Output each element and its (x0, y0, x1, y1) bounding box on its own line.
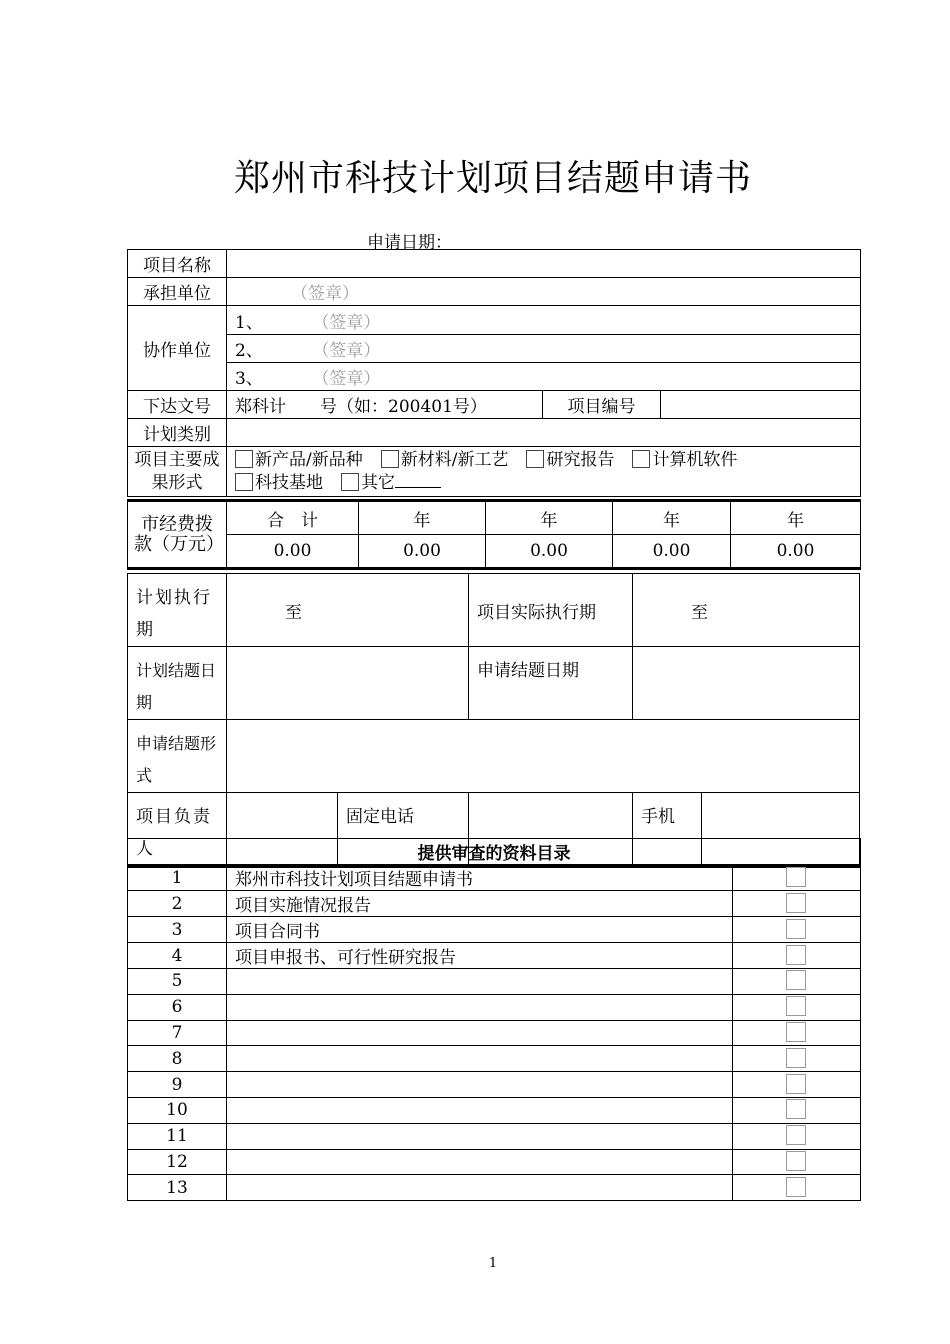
material-checkbox[interactable] (786, 945, 806, 965)
schedule-table (127, 573, 860, 868)
material-name (227, 1020, 733, 1046)
material-no: 8 (128, 1046, 227, 1072)
main-results-options (227, 447, 861, 497)
plan-period-label: 计划执行期 (128, 574, 227, 647)
seal-hint: （签章） (320, 341, 381, 361)
material-checkbox[interactable] (786, 996, 806, 1016)
issue-doc-field[interactable]: 郑科计 号（如：200401号） (227, 391, 543, 419)
table-row (128, 865, 861, 891)
option-research-report: 研究报告 (546, 449, 615, 470)
funding-header-year-4: 年 (731, 501, 861, 535)
leader-label: 项目负责人 (128, 793, 227, 867)
table-row (128, 1149, 861, 1175)
project-name-field[interactable] (227, 250, 861, 278)
actual-period-label: 项目实际执行期 (469, 574, 633, 647)
material-check-cell (733, 943, 861, 969)
material-check-cell (733, 1175, 861, 1201)
material-no: 6 (128, 994, 227, 1020)
project-name-label: 项目名称 (128, 250, 227, 278)
apply-date-label: 申请日期： (367, 233, 452, 253)
table-row (128, 969, 861, 995)
funding-header-year-3: 年 (613, 501, 731, 535)
project-no-label: 项目编号 (543, 391, 661, 419)
material-no: 4 (128, 943, 227, 969)
material-checkbox[interactable] (786, 867, 806, 887)
material-check-cell (733, 994, 861, 1020)
seal-hint: （签章） (291, 284, 359, 304)
funding-value-year-1[interactable]: 0.00 (359, 535, 486, 569)
plan-close-date-label: 计划结题日期 (128, 647, 227, 720)
cooperator-field-3[interactable] (227, 363, 861, 391)
material-no: 7 (128, 1020, 227, 1046)
plan-category-label: 计划类别 (128, 419, 227, 447)
option-tech-base: 科技基地 (255, 472, 323, 493)
material-checkbox[interactable] (786, 1099, 806, 1119)
material-check-cell (733, 1072, 861, 1098)
material-no: 1 (128, 865, 227, 891)
funding-value-total[interactable]: 0.00 (227, 535, 359, 569)
materials-table (127, 838, 861, 1201)
undertaker-label: 承担单位 (128, 278, 227, 306)
coop-index-2: 2、 (235, 341, 263, 361)
plan-period-field[interactable] (227, 574, 469, 647)
phone-label: 固定电话 (338, 793, 469, 867)
checkbox-tech-base[interactable] (235, 473, 253, 491)
checkbox-new-product[interactable] (235, 450, 253, 468)
checkbox-software[interactable] (632, 450, 650, 468)
material-name: 郑州市科技计划项目结题申请书 (227, 865, 733, 891)
material-checkbox[interactable] (786, 1048, 806, 1068)
table-row (128, 994, 861, 1020)
cooperator-field-1[interactable] (227, 306, 861, 335)
table-row (128, 891, 861, 917)
material-checkbox[interactable] (786, 970, 806, 990)
table-row (128, 1046, 861, 1072)
material-no: 9 (128, 1072, 227, 1098)
option-new-product: 新产品/新品种 (255, 449, 363, 470)
material-no: 11 (128, 1123, 227, 1149)
material-name (227, 969, 733, 995)
material-check-cell (733, 1097, 861, 1123)
table-row (128, 917, 861, 943)
material-check-cell (733, 1020, 861, 1046)
table-row (128, 943, 861, 969)
cooperator-label: 协作单位 (128, 306, 227, 391)
actual-period-field[interactable] (633, 574, 860, 647)
table-row (128, 1072, 861, 1098)
undertaker-field[interactable] (227, 278, 861, 306)
material-name: 项目实施情况报告 (227, 891, 733, 917)
material-name (227, 1046, 733, 1072)
apply-close-form-field[interactable] (227, 720, 860, 793)
table-row (128, 1097, 861, 1123)
mobile-label: 手机 (633, 793, 702, 867)
material-name: 项目合同书 (227, 917, 733, 943)
main-results-label: 项目主要成果形式 (128, 447, 227, 497)
material-name (227, 1149, 733, 1175)
material-no: 5 (128, 969, 227, 995)
material-no: 3 (128, 917, 227, 943)
table-row (128, 1123, 861, 1149)
material-name (227, 1072, 733, 1098)
table-row (128, 1175, 861, 1201)
material-name (227, 1097, 733, 1123)
coop-index-3: 3、 (235, 369, 263, 389)
material-checkbox[interactable] (786, 893, 806, 913)
material-check-cell (733, 1149, 861, 1175)
checkbox-other[interactable] (341, 473, 359, 491)
material-check-cell (733, 1046, 861, 1072)
funding-value-year-3[interactable]: 0.00 (613, 535, 731, 569)
material-checkbox[interactable] (786, 1125, 806, 1145)
to-label: 至 (285, 602, 302, 623)
apply-close-date-label: 申请结题日期 (469, 647, 633, 720)
material-check-cell (733, 917, 861, 943)
plan-close-date-field[interactable] (227, 647, 469, 720)
plan-category-field[interactable] (227, 419, 861, 447)
funding-table (127, 499, 861, 570)
funding-value-year-4[interactable]: 0.00 (731, 535, 861, 569)
material-no: 10 (128, 1097, 227, 1123)
to-label: 至 (691, 602, 708, 623)
material-check-cell (733, 1123, 861, 1149)
other-blank-line[interactable] (395, 473, 441, 488)
funding-label: 市经费拨款（万元） (128, 501, 227, 569)
material-no: 13 (128, 1175, 227, 1201)
funding-header-year-2: 年 (486, 501, 613, 535)
material-name (227, 1175, 733, 1201)
checkbox-research-report[interactable] (526, 450, 544, 468)
material-check-cell (733, 865, 861, 891)
coop-index-1: 1、 (235, 312, 263, 333)
page-title: 郑州市科技计划项目结题申请书 (233, 158, 752, 199)
material-check-cell (733, 891, 861, 917)
page-number: 1 (488, 1256, 498, 1271)
material-name: 项目申报书、可行性研究报告 (227, 943, 733, 969)
apply-close-form-label: 申请结题形式 (128, 720, 227, 793)
option-other: 其它 (361, 472, 395, 493)
checkbox-new-material[interactable] (381, 450, 399, 468)
funding-header-year-1: 年 (359, 501, 486, 535)
material-checkbox[interactable] (786, 1151, 806, 1171)
funding-value-year-2[interactable]: 0.00 (486, 535, 613, 569)
option-software: 计算机软件 (652, 449, 738, 470)
seal-hint: （签章） (320, 369, 381, 389)
table-row (128, 1020, 861, 1046)
materials-header: 提供审查的资料目录 (128, 839, 861, 865)
material-checkbox[interactable] (786, 1177, 806, 1197)
cooperator-field-2[interactable] (227, 335, 861, 363)
material-name (227, 994, 733, 1020)
material-check-cell (733, 969, 861, 995)
option-new-material: 新材料/新工艺 (400, 449, 509, 470)
funding-header-total: 合 计 (227, 501, 359, 535)
basic-info-table (127, 249, 861, 497)
apply-close-date-field[interactable] (633, 647, 860, 720)
issue-doc-label: 下达文号 (128, 391, 227, 419)
material-no: 2 (128, 891, 227, 917)
material-no: 12 (128, 1149, 227, 1175)
material-checkbox[interactable] (786, 919, 806, 939)
material-name (227, 1123, 733, 1149)
material-checkbox[interactable] (786, 1074, 806, 1094)
material-checkbox[interactable] (786, 1022, 806, 1042)
project-no-field[interactable] (661, 391, 861, 419)
seal-hint: （签章） (320, 312, 381, 333)
